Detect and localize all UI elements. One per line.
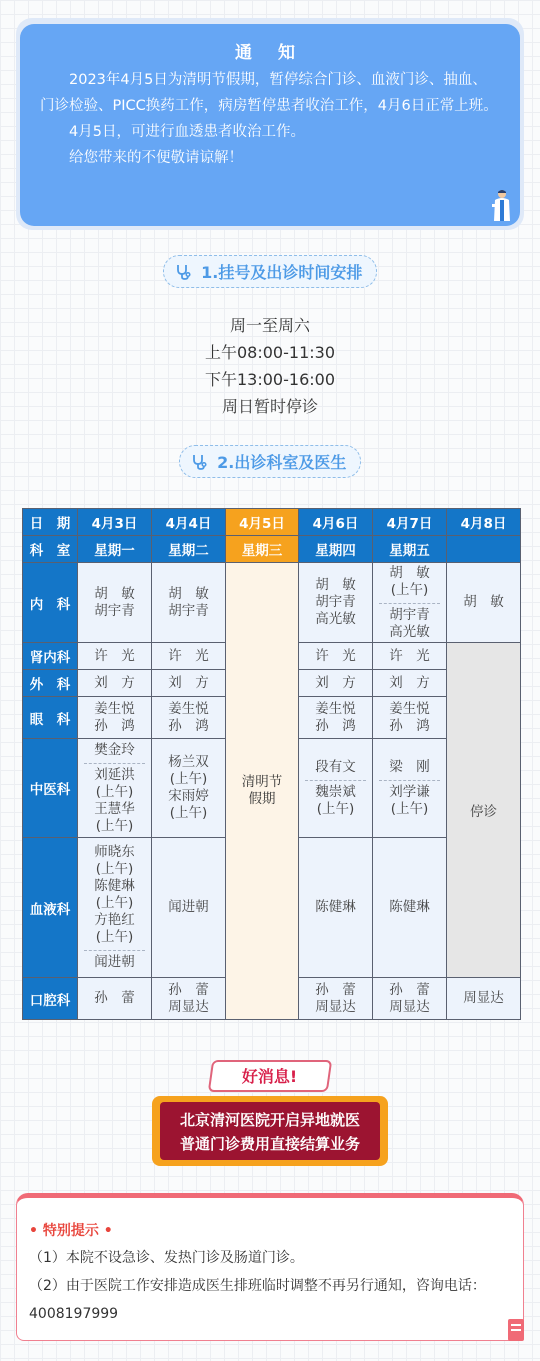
table-cell: 胡 敏 胡宇青 xyxy=(78,563,152,643)
dept-internal-medicine: 内 科 xyxy=(23,563,78,643)
cell-part: 梁 刚 xyxy=(389,758,430,775)
notice-title: 通 知 xyxy=(235,43,305,63)
clinic-hours xyxy=(0,312,540,420)
header-dept-label: 科 室 xyxy=(23,536,78,563)
dept-tcm: 中医科 xyxy=(23,739,78,838)
table-cell: 孙 蕾 周显达 xyxy=(299,978,373,1020)
table-cell xyxy=(299,739,373,838)
header-date: 4月8日 xyxy=(447,509,521,536)
table-cell: 刘 方 xyxy=(78,670,152,697)
tip-title: • 特别提示 • xyxy=(29,1223,113,1239)
header-date: 4月7日 xyxy=(373,509,447,536)
good-news-line: 普通门诊费用直接结算业务 xyxy=(179,1135,360,1153)
table-cell xyxy=(373,739,447,838)
header-date: 4月3日 xyxy=(78,509,152,536)
tip-item: （2）由于医院工作安排造成医生排班临时调整不再另行通知，咨询电话：4008197999 xyxy=(29,1278,486,1322)
table-cell: 姜生悦 孙 鸿 xyxy=(152,697,226,739)
table-cell xyxy=(78,739,152,838)
table-cell: 许 光 xyxy=(299,643,373,670)
header-weekday: 星期一 xyxy=(78,536,152,563)
cell-part: 段有文 xyxy=(315,758,356,775)
cell-part: 樊金玲 xyxy=(94,741,135,758)
notice-paragraph-2: 4月5日，可进行血透患者收治工作。 xyxy=(69,124,305,140)
hours-line: 下午13:00-16:00 xyxy=(205,370,335,389)
stethoscope-icon xyxy=(190,453,208,471)
table-cell: 姜生悦 孙 鸿 xyxy=(78,697,152,739)
table-cell: 胡 敏 胡宇青 xyxy=(152,563,226,643)
table-cell: 胡 敏 xyxy=(447,563,521,643)
table-cell: 周显达 xyxy=(447,978,521,1020)
cell-part: 刘延洪 (上午) 王慧华 (上午) xyxy=(84,763,145,835)
hours-line: 周一至周六 xyxy=(229,316,310,335)
table-cell: 陈健琳 xyxy=(373,838,447,978)
dept-surgery: 外 科 xyxy=(23,670,78,697)
notice-paragraph-3: 给您带来的不便敬请谅解！ xyxy=(69,150,243,166)
table-cell xyxy=(78,838,152,978)
table-row xyxy=(23,536,521,563)
section-header-departments xyxy=(0,445,540,478)
stethoscope-icon xyxy=(174,263,192,281)
cell-part: 魏崇斌 (上午) xyxy=(305,780,366,818)
header-date: 4月4日 xyxy=(152,509,226,536)
section-title: 2.出诊科室及医生 xyxy=(217,453,347,472)
table-cell: 孙 蕾 xyxy=(78,978,152,1020)
notice-paragraph-1: 2023年4月5日为清明节假期，暂停综合门诊、血液门诊、抽血、门诊检验、PICC换药工作，病房暂停患者收治工作，4月6日正常上班。 xyxy=(40,72,498,114)
notice-card xyxy=(16,18,524,230)
special-tip-card xyxy=(16,1193,524,1341)
hours-line: 周日暂时停诊 xyxy=(221,397,318,416)
header-date: 4月6日 xyxy=(299,509,373,536)
good-news-box xyxy=(152,1096,388,1166)
table-cell: 刘 方 xyxy=(299,670,373,697)
table-cell: 姜生悦 孙 鸿 xyxy=(373,697,447,739)
nurse-icon xyxy=(490,188,514,222)
good-news-banner xyxy=(150,1060,390,1168)
good-news-tag-text: 好消息! xyxy=(242,1067,298,1086)
table-cell: 孙 蕾 周显达 xyxy=(152,978,226,1020)
table-cell: 许 光 xyxy=(152,643,226,670)
dept-ophthalmology: 眼 科 xyxy=(23,697,78,739)
table-cell: 杨兰双 (上午) 宋雨婷 (上午) xyxy=(152,739,226,838)
table-cell xyxy=(373,563,447,643)
table-cell: 姜生悦 孙 鸿 xyxy=(299,697,373,739)
table-cell: 孙 蕾 周显达 xyxy=(373,978,447,1020)
section-pill xyxy=(163,255,378,288)
header-weekday: 星期四 xyxy=(299,536,373,563)
cell-part: 师晓东 (上午) 陈健琳 (上午) 方艳红 (上午) xyxy=(94,844,135,945)
table-cell: 刘 方 xyxy=(373,670,447,697)
dept-hematology: 血液科 xyxy=(23,838,78,978)
header-weekday: 星期二 xyxy=(152,536,226,563)
table-cell: 胡 敏 胡宇青 高光敏 xyxy=(299,563,373,643)
dept-nephrology: 肾内科 xyxy=(23,643,78,670)
header-date-holiday: 4月5日 xyxy=(226,509,299,536)
table-row xyxy=(23,563,521,643)
hours-line: 上午08:00-11:30 xyxy=(205,343,335,362)
section-title: 1.挂号及出诊时间安排 xyxy=(201,263,363,282)
closed-cell: 停诊 xyxy=(447,643,521,978)
section-header-schedule-time xyxy=(0,255,540,288)
table-cell: 许 光 xyxy=(78,643,152,670)
good-news-tag xyxy=(208,1060,332,1092)
cell-part: 刘学谦 (上午) xyxy=(379,780,440,818)
header-weekday-holiday: 星期三 xyxy=(226,536,299,563)
good-news-content xyxy=(160,1102,380,1160)
cell-part: 胡宇青 高光敏 xyxy=(379,603,440,641)
good-news-line: 北京清河医院开启异地就医 xyxy=(179,1111,360,1129)
header-weekday: 星期五 xyxy=(373,536,447,563)
table-row xyxy=(23,509,521,536)
notice-body xyxy=(20,24,520,226)
schedule-table xyxy=(22,508,521,1020)
table-cell: 刘 方 xyxy=(152,670,226,697)
header-date-label: 日 期 xyxy=(23,509,78,536)
notepad-icon xyxy=(508,1319,524,1341)
section-pill xyxy=(179,445,362,478)
cell-part: 胡 敏 (上午) xyxy=(389,564,430,598)
table-cell: 闻进朝 xyxy=(152,838,226,978)
holiday-cell: 清明节 假期 xyxy=(226,563,299,1020)
table-cell: 许 光 xyxy=(373,643,447,670)
table-cell: 陈健琳 xyxy=(299,838,373,978)
cell-part: 闻进朝 xyxy=(84,950,145,971)
dept-stomatology: 口腔科 xyxy=(23,978,78,1020)
header-weekday xyxy=(447,536,521,563)
tip-item: （1）本院不设急诊、发热门诊及肠道门诊。 xyxy=(29,1250,304,1266)
